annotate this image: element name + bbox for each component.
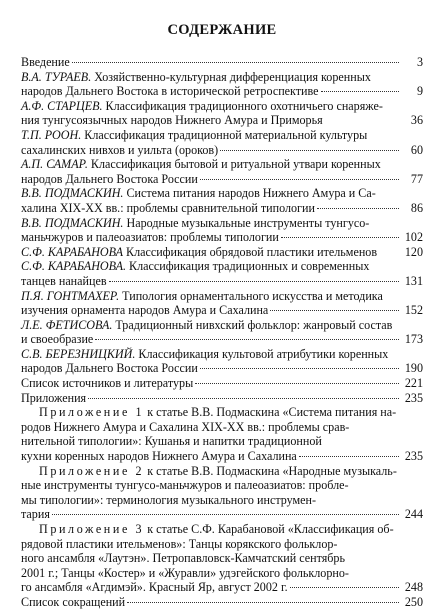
- toc-entry: [21, 376, 423, 391]
- toc-line-text: [21, 274, 107, 289]
- toc-page-number: 152: [404, 303, 423, 318]
- toc-title-text: Список сокращений: [21, 594, 126, 609]
- toc-entry-text: [21, 186, 423, 215]
- toc-entry-line: [21, 55, 401, 70]
- toc-entry-line: [21, 274, 401, 289]
- toc-leader-dots: [127, 602, 399, 603]
- toc-author: В.А. ТУРАЕВ.: [21, 69, 92, 84]
- toc-title-text: Классификация традиционной материальной культуры: [81, 127, 368, 142]
- toc-title-text: мы типологии»: терминология музыкального инструмен-: [21, 492, 317, 507]
- toc-line-text: [21, 391, 86, 406]
- toc-leader-dots: [52, 514, 399, 515]
- table-of-contents: [21, 55, 423, 610]
- toc-entry-line: [21, 318, 401, 333]
- toc-entry-line: [21, 376, 401, 391]
- toc-line-text: [21, 478, 349, 492]
- toc-author: С.Ф. КАРАБАНОВА.: [21, 259, 126, 274]
- toc-title-text: родов Нижнего Амура и Сахалина XIX-XX вв.: проблемы срав-: [21, 419, 350, 434]
- toc-title-text: рядовой пластики ительменов»: Танцы корякского фольклор-: [21, 536, 338, 551]
- toc-entry-line: [21, 143, 401, 158]
- toc-leader-dots: [270, 310, 399, 311]
- toc-title-text: Народные музыкальные инструменты тунгусо-: [123, 215, 370, 230]
- toc-title-text: Введение: [21, 55, 70, 69]
- toc-entry-text: [21, 70, 423, 99]
- toc-line-text: [21, 259, 369, 273]
- toc-author: С.Ф. КАРАБАНОВА: [21, 244, 123, 259]
- toc-entry-line: [21, 128, 401, 143]
- toc-page-number: 235: [404, 390, 423, 405]
- toc-line-text: [21, 449, 297, 464]
- toc-author: А.П. САМАР.: [21, 157, 88, 172]
- toc-entry-line: [21, 522, 401, 537]
- toc-entry-line: [21, 230, 401, 245]
- toc-entry-text: [21, 157, 423, 186]
- toc-entry-text: [21, 128, 423, 157]
- toc-entry: [21, 391, 423, 406]
- toc-entry: [21, 99, 423, 128]
- toc-line-text: [21, 230, 279, 245]
- toc-line-text: [21, 289, 383, 303]
- toc-page-number: 120: [404, 244, 423, 259]
- toc-line-text: [21, 201, 315, 216]
- toc-entry-line: [21, 434, 401, 449]
- toc-title-text: ные инструменты тунгусо-маньчжуров и палеоазиатов: пробле-: [21, 478, 349, 493]
- toc-leader-dots: [195, 383, 399, 384]
- toc-page-number: 221: [404, 376, 423, 391]
- toc-page-number: 60: [410, 142, 423, 157]
- toc-entry-line: [21, 580, 401, 595]
- toc-entry: [21, 595, 423, 610]
- toc-entry-text: [21, 216, 423, 245]
- toc-entry-line: [21, 391, 401, 406]
- toc-title-text: Классификация традиционного охотничьего снаряже-: [102, 98, 383, 113]
- toc-title-text: Список источников и литературы: [21, 376, 194, 391]
- toc-entry-line: [21, 113, 401, 128]
- toc-title-text: нительной типологии»: Кушанья и напитки традиционной: [21, 434, 322, 449]
- toc-title-text: тария: [21, 507, 50, 522]
- toc-line-text: [21, 420, 349, 434]
- toc-title-text: танцев нанайцев: [21, 273, 107, 288]
- toc-line-text: [21, 157, 381, 171]
- toc-entry: [21, 464, 423, 522]
- toc-title-text: народов Дальнего Востока России: [21, 361, 198, 376]
- toc-title-text: и своеобразие: [21, 332, 94, 347]
- toc-line-text: [21, 580, 288, 595]
- toc-title-text: сахалинских нивхов и уильта (ороков): [21, 142, 219, 157]
- toc-entry: [21, 347, 423, 376]
- toc-appendix-label: Приложение 1: [39, 405, 145, 420]
- toc-page-number: 36: [410, 113, 423, 128]
- toc-entry-text: [21, 259, 423, 288]
- toc-title-text: к статье С.Ф. Карабановой «Классификация об-: [144, 522, 394, 536]
- toc-line-text: [21, 537, 337, 551]
- toc-line-text: [21, 507, 50, 522]
- toc-entry: [21, 259, 423, 288]
- toc-line-text: [21, 493, 316, 507]
- toc-entry-line: [21, 551, 401, 566]
- toc-author: Т.П. РООН.: [21, 127, 82, 142]
- toc-entry-line: [21, 201, 401, 216]
- toc-title-text: халина XIX-XX вв.: проблемы сравнительной типологии: [21, 200, 315, 215]
- toc-page-number: 131: [404, 273, 423, 288]
- toc-line-text: [21, 245, 377, 260]
- toc-line-text: [21, 376, 193, 391]
- toc-entry-line: [21, 332, 401, 347]
- toc-entry-text: [21, 405, 423, 463]
- toc-line-text: [21, 84, 319, 99]
- toc-title-text: к статье В.В. Подмаскина «Народные музыкаль-: [144, 463, 397, 478]
- toc-page-number: 190: [404, 361, 423, 376]
- toc-line-text: [21, 99, 383, 113]
- toc-author: С.В. БЕРЕЗНИЦКИЙ.: [21, 346, 136, 361]
- toc-title-text: ного ансамбля «Лаутэн». Петропавловск-Камчатский сентябрь: [21, 551, 345, 566]
- toc-line-text: [21, 566, 349, 580]
- page-title: СОДЕРЖАНИЕ: [167, 22, 277, 38]
- toc-title-text: Классификация обрядовой пластики ительменов: [122, 244, 378, 259]
- toc-title-text: 2001 г.; Танцы «Костер» и «Журавли» удэгейского фольклорно-: [21, 565, 349, 580]
- toc-title-text: Классификация бытовой и ритуальной утвари коренных: [87, 157, 381, 172]
- toc-title-text: кухни коренных народов Нижнего Амура и Сахалина: [21, 449, 297, 464]
- toc-entry-line: [21, 361, 401, 376]
- toc-page-number: 250: [404, 594, 423, 609]
- toc-title-text: народов Дальнего Востока в исторической ретроспективе: [21, 84, 319, 99]
- toc-leader-dots: [88, 398, 399, 399]
- toc-page-number: 86: [410, 200, 423, 215]
- toc-author: П.Я. ГОНТМАХЕР.: [21, 288, 120, 303]
- toc-author: В.В. ПОДМАСКИН.: [21, 215, 124, 230]
- toc-entry-line: [21, 259, 401, 274]
- toc-entry-line: [21, 537, 401, 552]
- toc-entry: [21, 55, 423, 70]
- toc-line-text: [21, 143, 218, 158]
- toc-leader-dots: [200, 368, 399, 369]
- toc-entry-line: [21, 245, 401, 260]
- toc-title-text: к статье В.В. Подмаскина «Система питания на-: [144, 405, 397, 420]
- toc-page-number: 173: [404, 332, 423, 347]
- toc-title-text: Приложения: [21, 390, 87, 405]
- toc-line-text: [21, 128, 367, 142]
- toc-entry-line: [21, 566, 401, 581]
- toc-page-number: 102: [404, 230, 423, 245]
- toc-entry-text: [21, 595, 423, 610]
- toc-entry-line: [21, 507, 401, 522]
- toc-entry-text: [21, 376, 423, 391]
- toc-page-number: 3: [416, 55, 423, 69]
- toc-appendix-label: Приложение 2: [39, 463, 145, 478]
- toc-entry: [21, 157, 423, 186]
- toc-leader-dots: [299, 456, 399, 457]
- toc-entry-text: [21, 99, 423, 128]
- toc-line-text: [21, 434, 322, 448]
- toc-title-text: Традиционный нивхский фольклор: жанровый состав: [112, 317, 393, 332]
- toc-line-text: [21, 551, 345, 565]
- toc-leader-dots: [290, 587, 399, 588]
- toc-page-number: 248: [404, 580, 423, 595]
- toc-leader-dots: [281, 237, 399, 238]
- toc-title-text: Система питания народов Нижнего Амура и Са-: [123, 186, 376, 201]
- toc-entry: [21, 245, 423, 260]
- toc-entry-line: [21, 405, 401, 420]
- toc-author: А.Ф. СТАРЦЕВ.: [21, 98, 103, 113]
- toc-entry-line: [21, 449, 401, 464]
- toc-entry-line: [21, 464, 401, 479]
- toc-entry-line: [21, 216, 401, 231]
- toc-author: Л.Е. ФЕТИСОВА.: [21, 317, 113, 332]
- toc-title-text: Типология орнаментального искусства и методика: [119, 288, 383, 303]
- toc-line-text: [39, 464, 397, 478]
- toc-author: В.В. ПОДМАСКИН.: [21, 186, 124, 201]
- toc-line-text: [21, 303, 268, 318]
- toc-title-text: Классификация традиционных и современных: [126, 259, 370, 274]
- toc-entry-line: [21, 84, 401, 99]
- toc-entry: [21, 216, 423, 245]
- toc-entry-line: [21, 478, 401, 493]
- toc-entry-line: [21, 172, 401, 187]
- toc-entry-line: [21, 347, 401, 362]
- toc-line-text: [21, 216, 369, 230]
- toc-entry: [21, 522, 423, 595]
- toc-line-text: [21, 186, 376, 200]
- toc-entry: [21, 128, 423, 157]
- toc-line-text: [21, 55, 70, 70]
- toc-entry: [21, 186, 423, 215]
- toc-entry: [21, 70, 423, 99]
- toc-entry: [21, 289, 423, 318]
- toc-title-text: Классификация культовой атрибутики коренных: [135, 346, 389, 361]
- toc-line-text: [21, 595, 125, 610]
- toc-entry-text: [21, 522, 423, 595]
- toc-entry-line: [21, 595, 401, 610]
- toc-entry-line: [21, 70, 401, 85]
- toc-entry-text: [21, 289, 423, 318]
- toc-leader-dots: [317, 208, 399, 209]
- toc-entry-line: [21, 420, 401, 435]
- toc-title-text: маньчжуров и палеоазиатов: проблемы типологии: [21, 230, 279, 245]
- toc-page-number: 235: [404, 449, 423, 464]
- toc-entry-line: [21, 99, 401, 114]
- toc-title-text: го ансамбля «Агдимэй». Красный Яр, август 2002 г.: [21, 580, 288, 595]
- toc-leader-dots: [72, 62, 399, 63]
- toc-leader-dots: [321, 91, 399, 92]
- toc-line-text: [21, 113, 323, 128]
- toc-entry-text: [21, 318, 423, 347]
- toc-leader-dots: [109, 281, 399, 282]
- toc-title-text: Хозяйственно-культурная дифференциация коренных: [91, 69, 371, 84]
- toc-line-text: [21, 172, 198, 187]
- toc-entry-text: [21, 55, 423, 70]
- toc-line-text: [21, 318, 392, 332]
- toc-line-text: [39, 522, 394, 536]
- toc-line-text: [21, 347, 388, 361]
- toc-line-text: [39, 405, 396, 419]
- toc-entry-line: [21, 157, 401, 172]
- toc-title-text: народов Дальнего Востока России: [21, 171, 198, 186]
- toc-leader-dots: [220, 150, 399, 151]
- toc-entry-text: [21, 391, 423, 406]
- toc-page-number: 77: [410, 171, 423, 186]
- toc-line-text: [21, 332, 93, 347]
- toc-entry: [21, 405, 423, 463]
- toc-line-text: [21, 361, 198, 376]
- toc-entry-text: [21, 347, 423, 376]
- toc-entry: [21, 318, 423, 347]
- toc-appendix-label: Приложение 3: [39, 522, 145, 536]
- toc-entry-line: [21, 493, 401, 508]
- toc-page-number: 244: [404, 507, 423, 522]
- toc-line-text: [21, 70, 371, 84]
- toc-title-text: изучения орнамента народов Амура и Сахалина: [21, 303, 269, 318]
- toc-entry-line: [21, 289, 401, 304]
- toc-page-number: 9: [416, 84, 423, 99]
- toc-leader-dots: [95, 339, 399, 340]
- toc-entry-text: [21, 464, 423, 522]
- toc-title-text: ния тунгусоязычных народов Нижнего Амура и Приморья: [21, 113, 323, 128]
- toc-leader-dots: [200, 179, 399, 180]
- toc-entry-text: [21, 245, 423, 260]
- toc-entry-line: [21, 186, 401, 201]
- toc-entry-line: [21, 303, 401, 318]
